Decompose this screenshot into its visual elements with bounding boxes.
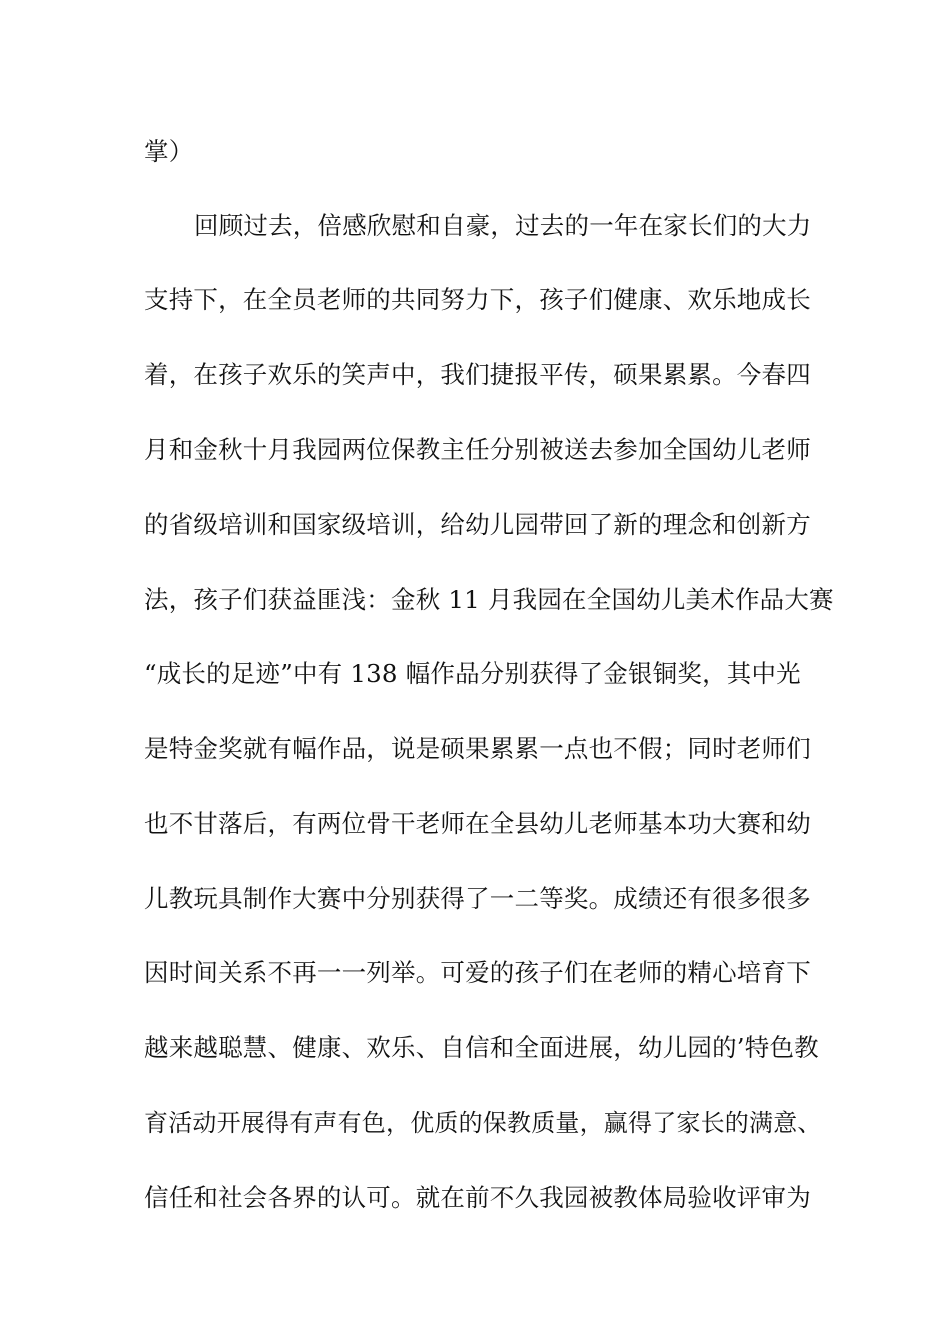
text-line-10: 也不甘落后，有两位骨干老师在全县幼儿老师基本功大赛和幼 [144, 809, 811, 838]
text-line-15: 信任和社会各界的认可。就在前不久我园被教体局验收评审为 [144, 1183, 811, 1212]
text-line-2: 回顾过去，倍感欣慰和自豪，过去的一年在家长们的大力 [194, 211, 812, 240]
text-line-12: 因时间关系不再一一列举。可爱的孩子们在老师的精心培育下 [144, 958, 811, 987]
text-line-8: “成长的足迹”中有 138 幅作品分别获得了金银铜奖，其中光 [144, 659, 801, 688]
text-line-14: 育活动开展得有声有色，优质的保教质量，赢得了家长的满意、 [144, 1109, 822, 1137]
text-line-11: 儿教玩具制作大赛中分别获得了一二等奖。成绩还有很多很多 [144, 884, 811, 913]
text-line-9: 是特金奖就有幅作品，说是硕果累累一点也不假；同时老师们 [144, 734, 811, 763]
text-line-3: 支持下，在全员老师的共同努力下，孩子们健康、欢乐地成长 [144, 285, 811, 314]
text-line-7: 法，孩子们获益匪浅：金秋 11 月我园在全国幼儿美术作品大赛 [144, 585, 834, 614]
text-line-6: 的省级培训和国家级培训，给幼儿园带回了新的理念和创新方 [144, 510, 811, 539]
text-line-4: 着，在孩子欢乐的笑声中，我们捷报平传，硕果累累。今春四 [144, 360, 811, 389]
text-line-13: 越来越聪慧、健康、欢乐、自信和全面进展，幼儿园的’特色教 [144, 1033, 819, 1062]
text-line-5: 月和金秋十月我园两位保教主任分别被送去参加全国幼儿老师 [144, 435, 811, 464]
text-line-1: 掌） [144, 137, 194, 166]
